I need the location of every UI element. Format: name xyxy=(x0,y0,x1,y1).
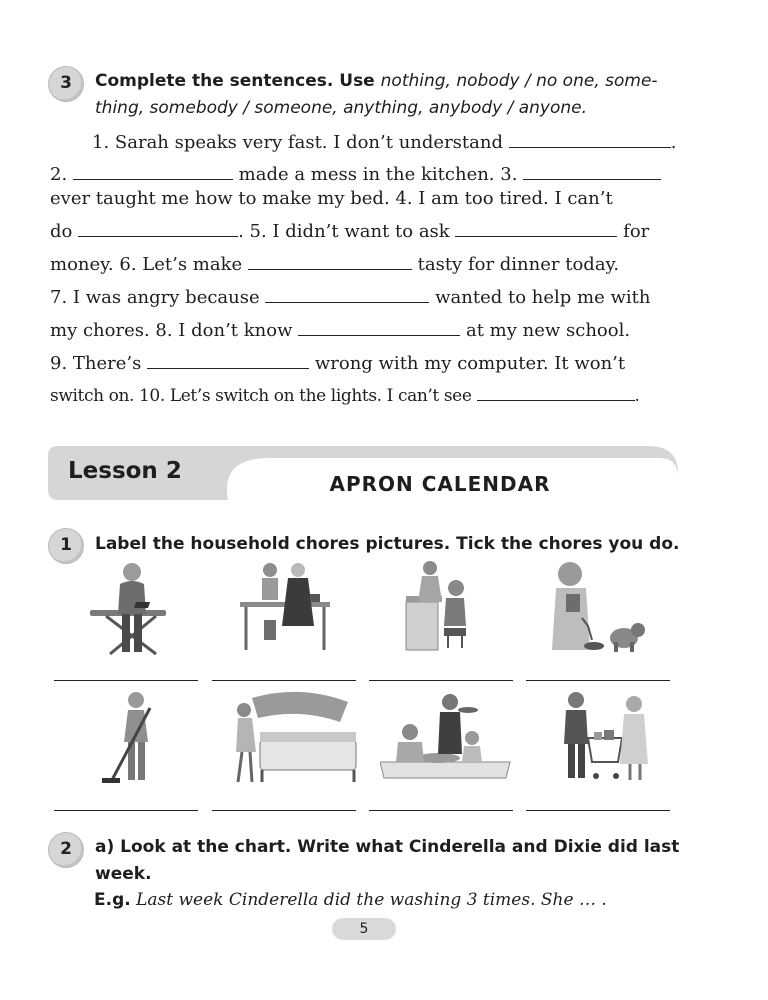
sentence-text: money. 6. Let’s make xyxy=(50,254,243,275)
answer-line[interactable] xyxy=(212,680,356,681)
answer-blank[interactable] xyxy=(147,350,309,369)
lesson-label: Lesson 2 xyxy=(68,458,182,484)
instructions-line-1: a) Look at the chart. Write what Cinderella and Dixie did last xyxy=(95,837,680,857)
sentence-text: . 5. I didn’t want to ask xyxy=(238,221,450,242)
sentence-text: tasty for dinner today. xyxy=(417,254,620,275)
sentence-text: for xyxy=(623,221,650,242)
sentence-text: made a mess in the kitchen. 3. xyxy=(238,164,518,185)
sentence-text: ever taught me how to make my bed. 4. I am too tired. I can’t xyxy=(50,188,613,209)
sentence-text: 2. xyxy=(50,164,68,185)
sentence-line xyxy=(50,347,678,380)
sentence-text: my chores. 8. I don’t know xyxy=(50,320,293,341)
answer-blank[interactable] xyxy=(509,129,671,148)
sentence-text: . xyxy=(670,132,677,153)
shopping-illustration xyxy=(552,688,692,788)
setting-table-illustration xyxy=(380,688,520,788)
exercise-number-badge xyxy=(48,66,84,102)
sentence-text: at my new school. xyxy=(465,320,631,341)
sentence-text: 9. There’s xyxy=(50,353,142,374)
exercise-instructions xyxy=(95,834,695,888)
answer-line[interactable] xyxy=(212,810,356,811)
answer-line[interactable] xyxy=(54,810,198,811)
answer-line[interactable] xyxy=(369,680,513,681)
sentence-line xyxy=(50,126,678,159)
sentence-line xyxy=(50,215,678,248)
cooking-illustration xyxy=(238,558,378,658)
instructions-words-1: nothing, nobody / no one, some- xyxy=(380,71,658,91)
ironing-illustration xyxy=(86,558,226,658)
feeding-pet-illustration xyxy=(548,558,688,658)
answer-line[interactable] xyxy=(369,810,513,811)
exercise-number-badge xyxy=(48,832,84,868)
page-number: 5 xyxy=(332,918,396,940)
sentence-text: 7. I was angry because xyxy=(50,287,260,308)
answer-blank[interactable] xyxy=(455,218,617,237)
washing-up-illustration xyxy=(400,558,540,658)
example-label: E.g. xyxy=(94,890,131,910)
sentence-line xyxy=(50,182,678,215)
mopping-illustration xyxy=(86,688,226,788)
exercise-number: 1 xyxy=(60,535,72,555)
sentence-text: . xyxy=(634,386,640,406)
lesson-title: APRON CALENDAR xyxy=(329,472,551,496)
example-text: Last week Cinderella did the washing 3 times. She … . xyxy=(136,890,607,910)
sentence-text: wrong with my computer. It won’t xyxy=(314,353,626,374)
instructions-words-2: thing, somebody / someone, anything, anybody / anyone. xyxy=(95,98,588,118)
answer-blank[interactable] xyxy=(523,161,661,180)
exercise-number: 2 xyxy=(60,839,72,859)
sentence-text: switch on. 10. Let’s switch on the lights. I can’t see xyxy=(50,386,472,406)
answer-blank[interactable] xyxy=(78,218,238,237)
sentence-text: wanted to help me with xyxy=(435,287,651,308)
sentence-line xyxy=(50,380,678,413)
exercise-instructions xyxy=(95,68,695,122)
exercise-number: 3 xyxy=(60,73,72,93)
answer-line[interactable] xyxy=(526,810,670,811)
sentence-text: do xyxy=(50,221,73,242)
answer-blank[interactable] xyxy=(73,161,233,180)
sentence-line xyxy=(50,314,678,347)
sentence-line xyxy=(50,248,678,281)
example-sentence xyxy=(94,890,607,910)
instructions-line-2: week. xyxy=(95,864,152,884)
sentence-line xyxy=(50,281,678,314)
answer-blank[interactable] xyxy=(248,251,412,270)
answer-line[interactable] xyxy=(526,680,670,681)
sentence-text: 1. Sarah speaks very fast. I don’t understand xyxy=(92,132,503,153)
making-bed-illustration xyxy=(230,688,370,788)
answer-blank[interactable] xyxy=(477,382,635,401)
instructions-bold: Complete the sentences. Use xyxy=(95,71,381,91)
answer-line[interactable] xyxy=(54,680,198,681)
answer-blank[interactable] xyxy=(265,284,429,303)
answer-blank[interactable] xyxy=(298,317,460,336)
exercise-number-badge xyxy=(48,528,84,564)
exercise-instructions: Label the household chores pictures. Tick the chores you do. xyxy=(95,534,680,554)
